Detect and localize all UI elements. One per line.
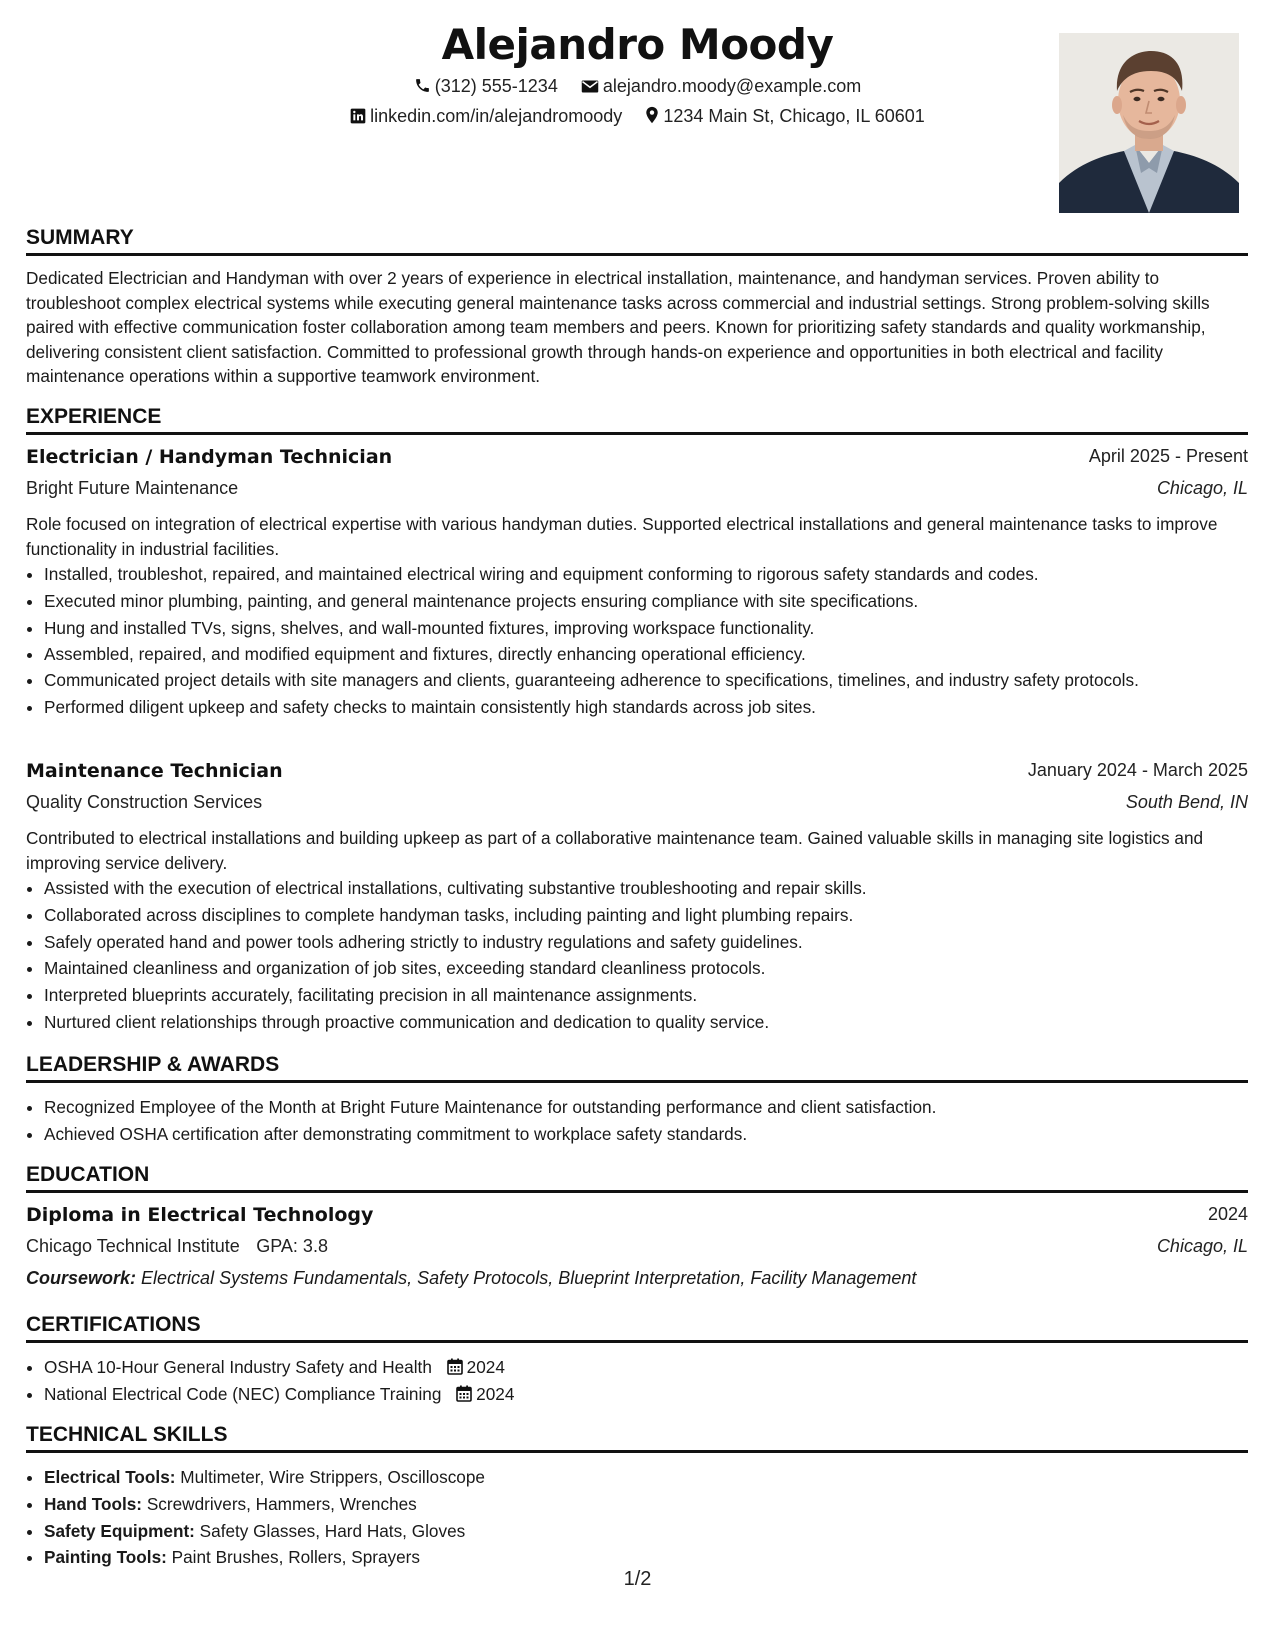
education-heading: EDUCATION [26,1163,1248,1193]
portrait-image [1059,33,1239,213]
skills-list [26,1464,1266,1571]
job-2-title: Maintenance Technician [26,760,283,782]
envelope-icon [581,79,599,94]
skill-label: Electrical Tools: [44,1467,176,1487]
list-item: • Assembled, repaired, and modified equipment and fixtures, directly enhancing operational efficiency. [44,641,1266,668]
list-item: • Communicated project details with site managers and clients, guaranteeing adherence to specifications, timelines, and industry safety protocols. [44,668,1266,694]
certification-name: National Electrical Code (NEC) Compliance Training [44,1383,442,1404]
coursework-line [26,1268,1248,1289]
phone-text: (312) 555-1234 [434,76,558,96]
email-text[interactable]: alejandro.moody@example.com [602,76,862,96]
phone-item [414,76,558,97]
linkedin-icon [350,108,366,124]
skill-value: Paint Brushes, Rollers, Sprayers [171,1547,421,1568]
list-item [44,1491,1266,1518]
list-item: • Executed minor plumbing, painting, and general maintenance projects ensuring compliance with site specifications. [44,588,1266,615]
summary-text: Dedicated Electrician and Handyman with over 2 years of experience in electrical installation, maintenance, and handyman services. Proven ability to troubleshoot complex electrical systems while executing general maintenance tasks across commercial and industrial settings. Strong problem-solving skills paired with effective communication foster collaboration among team members and peers. Known for prioritizing safety standards and quality workmanship, delivering consistent client satisfaction. Committed to professional growth through hands-on experience and opportunities in both electrical and facility maintenance operations within a supportive teamwork environment. [26,268,1210,386]
list-item: • Performed diligent upkeep and safety checks to maintain consistently high standards across job sites. [44,694,1266,721]
skill-label: Hand Tools: [44,1493,143,1514]
map-pin-icon [645,106,659,124]
skill-value: Safety Glasses, Hard Hats, Gloves [199,1520,466,1541]
skill-value: Multimeter, Wire Strippers, Oscilloscope [180,1467,485,1487]
list-item: • Collaborated across disciplines to complete handyman tasks, including painting and light plumbing repairs. [44,902,1266,929]
certification-year: 2024 [466,1357,505,1377]
education-subheader [26,1236,1248,1262]
skill-label: Painting Tools: [44,1547,167,1568]
education-header [26,1204,1248,1230]
coursework-text: Electrical Systems Fundamentals, Safety Protocols, Blueprint Interpretation, Facility Management [141,1268,917,1288]
candidate-name: Alejandro Moody [441,20,834,69]
list-item: • Achieved OSHA certification after demonstrating commitment to workplace safety standards. [44,1121,1266,1148]
job-2-location: South Bend, IN [1125,792,1248,812]
gpa: GPA: 3.8 [256,1236,328,1256]
calendar-icon [447,1358,463,1375]
phone-icon [414,77,431,94]
job-1-title: Electrician / Handyman Technician [26,446,393,468]
list-item: • Hung and installed TVs, signs, shelves, and wall-mounted fixtures, improving workspace functionality. [44,615,1266,642]
certification-year: 2024 [476,1383,515,1404]
school-name: Chicago Technical Institute [26,1236,240,1256]
calendar-icon [456,1385,472,1402]
job-2-description: Contributed to electrical installations and building upkeep as part of a collaborative maintenance team. Gained valuable skills in managing site logistics and improving service delivery. [26,828,1204,873]
certification-name: OSHA 10-Hour General Industry Safety and Health [44,1357,432,1377]
summary-heading: SUMMARY [26,226,1248,256]
job-1-dates: April 2025 - Present [1088,446,1248,466]
linkedin-item[interactable] [350,106,622,127]
job-1-description: Role focused on integration of electrical expertise with various handyman duties. Supported electrical installations and general maintenance tasks to improve functionality in industrial facilities. [26,514,1218,559]
list-item: • Nurtured client relationships through proactive communication and dedication to quality service. [44,1009,1266,1036]
page-number: 1/2 [623,1568,652,1590]
experience-heading: EXPERIENCE [26,405,1248,435]
list-item [44,1354,1266,1381]
job-2-bullets [26,875,1266,1036]
education-year: 2024 [1207,1204,1248,1224]
leadership-list [26,1094,1266,1148]
education-location: Chicago, IL [1156,1236,1248,1256]
coursework-label: Coursework: [26,1268,137,1288]
job-1-company: Bright Future Maintenance [26,478,239,498]
skills-heading: TECHNICAL SKILLS [26,1423,1248,1453]
address-text: 1234 Main St, Chicago, IL 60601 [663,106,925,126]
certifications-list [26,1354,1266,1408]
list-item: • Recognized Employee of the Month at Bright Future Maintenance for outstanding performance and client satisfaction. [44,1094,1266,1121]
degree-title: Diploma in Electrical Technology [26,1204,374,1226]
job-1-location: Chicago, IL [1156,478,1248,498]
leadership-heading: LEADERSHIP & AWARDS [26,1053,1248,1083]
list-item: • Maintained cleanliness and organization of job sites, exceeding standard cleanliness protocols. [44,955,1266,982]
email-item[interactable] [581,76,861,97]
list-item [44,1464,1266,1491]
job-1-subheader [26,478,1248,504]
profile-photo [1059,33,1239,213]
list-item: • Interpreted blueprints accurately, facilitating precision in all maintenance assignments. [44,982,1266,1009]
job-2-company: Quality Construction Services [26,792,263,812]
list-item [44,1381,1266,1408]
linkedin-text[interactable]: linkedin.com/in/alejandromoody [370,106,623,126]
list-item: • Installed, troubleshot, repaired, and maintained electrical wiring and equipment conforming to rigorous safety standards and codes. [44,561,1266,588]
job-2-header [26,760,1248,786]
skill-label: Safety Equipment: [44,1520,195,1541]
job-2-subheader [26,792,1248,818]
list-item: • Safely operated hand and power tools adhering strictly to industry regulations and safety guidelines. [44,929,1266,956]
certifications-heading: CERTIFICATIONS [26,1313,1248,1343]
address-item [645,106,925,127]
job-2-dates: January 2024 - March 2025 [1027,760,1248,780]
job-1-header [26,446,1248,472]
job-1-bullets [26,561,1266,721]
list-item: • Assisted with the execution of electrical installations, cultivating substantive troubleshooting and repair skills. [44,875,1266,902]
list-item [44,1518,1266,1545]
skill-value: Screwdrivers, Hammers, Wrenches [146,1493,417,1514]
